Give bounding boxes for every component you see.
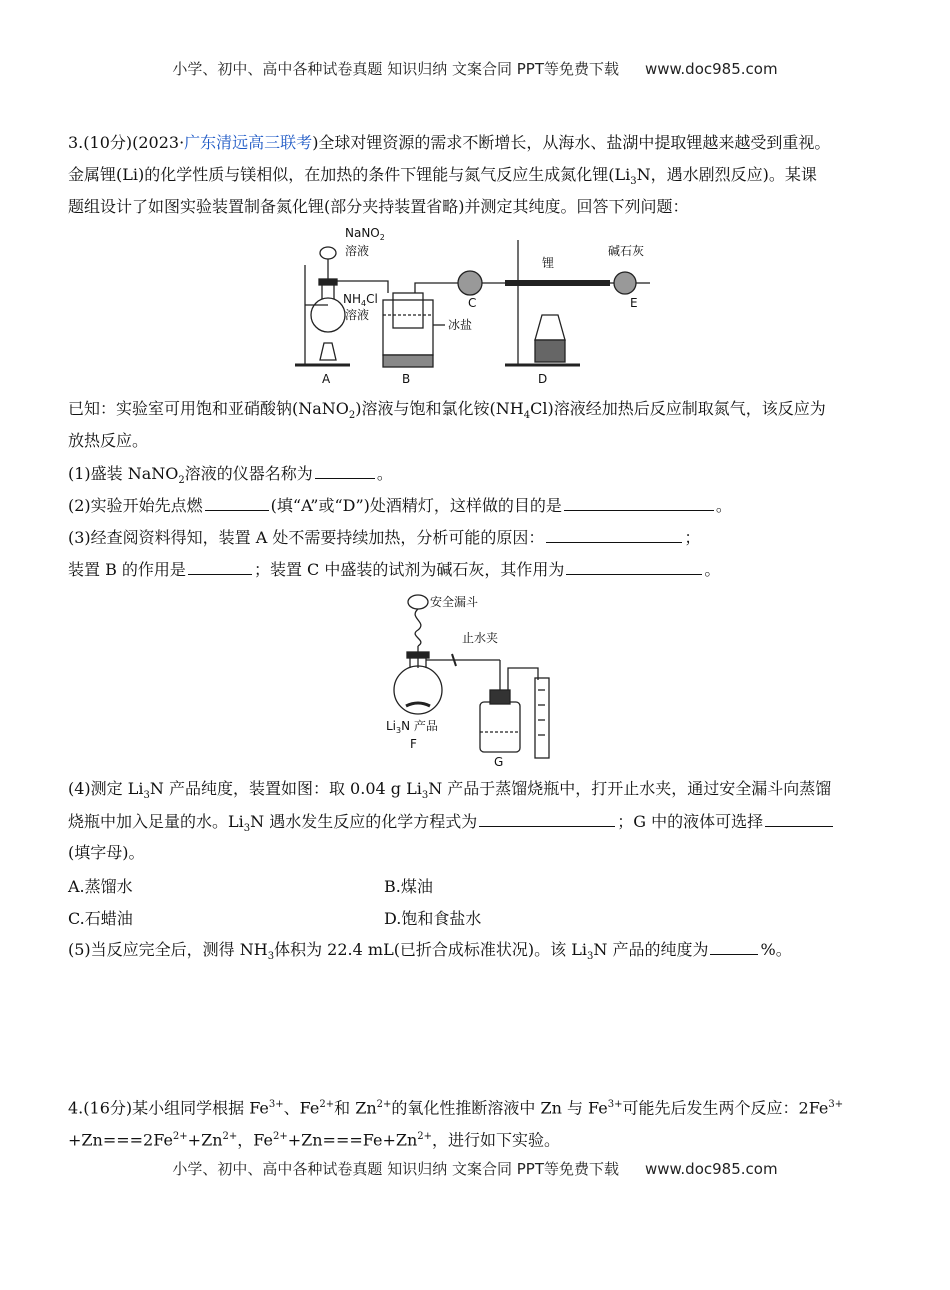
footer-text: 小学、初中、高中各种试卷真题 知识归纳 文案合同 PPT等免费下载 bbox=[172, 1160, 619, 1178]
option-b: B.煤油 bbox=[384, 877, 433, 896]
svg-text:B: B bbox=[402, 372, 411, 386]
answer-blank[interactable] bbox=[564, 494, 714, 511]
q3-intro-line2: 金属锂(Li)的化学性质与镁相似，在加热的条件下锂能与氮气反应生成氮化锂($Li_3N$，遇水剧烈反应)。某课 bbox=[68, 165, 817, 188]
q3-part4-line2: 烧瓶中加入足量的水。$Li_3N$ 遇水发生反应的化学方程式为 ；G 中的液体可选择 bbox=[68, 810, 888, 840]
svg-text:E: E bbox=[630, 296, 638, 310]
page-header bbox=[0, 58, 950, 79]
q3-part4-line3: (填字母)。 bbox=[68, 843, 145, 862]
svg-text:Li3N 产品: $Li_3N$ 产品 bbox=[386, 719, 438, 735]
svg-text:安全漏斗: 安全漏斗 bbox=[430, 595, 479, 609]
apparatus-figure-1 bbox=[290, 225, 660, 390]
option-a: A.蒸馏水 bbox=[68, 877, 133, 896]
option-c: C.石蜡油 bbox=[68, 909, 133, 928]
answer-blank[interactable] bbox=[765, 810, 833, 827]
q3-part2: (2)实验开始先点燃 (填“A”或“D”)处酒精灯，这样做的目的是 。 bbox=[68, 496, 732, 515]
q3-known-line1: 已知：实验室可用饱和亚硝酸钠(NaNO$_2$)溶液与饱和氯化铵$(NH_4Cl)$溶液经加热后反应制取氮气，该反应为 bbox=[68, 399, 826, 422]
q3-intro-line1: 3.(10分)(2023·广东清远高三联考)全球对锂资源的需求不断增长，从海水、盐湖中提取锂越来越受到重视。 bbox=[68, 133, 831, 152]
q3-part3-line1: (3)经查阅资料得知，装置 A 处不需要持续加热，分析可能的原因： ； bbox=[68, 528, 701, 547]
svg-text:溶液: 溶液 bbox=[345, 244, 370, 258]
svg-text:F: F bbox=[410, 737, 417, 751]
svg-text:D: D bbox=[538, 372, 548, 386]
q3-part5: (5)当反应完全后，测得 $NH_3$体积为 22.4 mL(已折合成标准状况)。该 $Li_3N$ 产品的纯度为 %。 bbox=[68, 940, 792, 963]
apparatus-figure-2 bbox=[380, 590, 580, 770]
q4-line2: $+Zn===2Fe^{2+}+Zn^{2+}$，$Fe^{2+}+Zn===Fe+Zn^{2+}$，进行如下实验。 bbox=[68, 1130, 561, 1150]
q3-source: 广东清远高三联考 bbox=[184, 133, 313, 152]
answer-blank[interactable] bbox=[546, 526, 682, 543]
svg-text:锂: 锂 bbox=[542, 256, 555, 270]
answer-blank[interactable] bbox=[315, 462, 375, 479]
header-url[interactable]: www.doc985.com bbox=[644, 60, 778, 78]
option-d: D.饱和食盐水 bbox=[384, 909, 482, 928]
footer-url[interactable]: www.doc985.com bbox=[644, 1160, 778, 1178]
svg-text:NaNO2: NaNO$_2$ bbox=[345, 226, 385, 242]
q4-line1: 4.(16分)某小组同学根据 $Fe^{3+}$、$Fe^{2+}$和 $Zn^{2+}$的氧化性推断溶液中 Zn 与 $Fe^{3+}$可能先后发生两个反应：$2Fe^{3+}$ bbox=[68, 1098, 844, 1118]
answer-blank[interactable] bbox=[479, 810, 615, 827]
svg-text:冰盐: 冰盐 bbox=[448, 318, 473, 332]
q3-part1: (1)盛装 NaNO$_2$溶液的仪器名称为 。 bbox=[68, 464, 393, 487]
answer-blank[interactable] bbox=[566, 558, 702, 575]
answer-blank[interactable] bbox=[188, 558, 252, 575]
q3-part3-line2: 装置 B 的作用是 ；装置 C 中盛装的试剂为碱石灰，其作用为 。 bbox=[68, 560, 721, 579]
q3-intro-line3: 题组设计了如图实验装置制备氮化锂(部分夹持装置省略)并测定其纯度。回答下列问题： bbox=[68, 197, 689, 216]
svg-text:溶液: 溶液 bbox=[345, 308, 370, 322]
answer-blank[interactable] bbox=[205, 494, 269, 511]
header-text: 小学、初中、高中各种试卷真题 知识归纳 文案合同 PPT等免费下载 bbox=[172, 60, 619, 78]
svg-text:止水夹: 止水夹 bbox=[462, 631, 499, 645]
svg-text:NH4Cl: $NH_4Cl$ bbox=[343, 292, 378, 308]
svg-text:A: A bbox=[322, 372, 331, 386]
svg-text:碱石灰: 碱石灰 bbox=[608, 244, 645, 258]
q3-known-line2: 放热反应。 bbox=[68, 431, 149, 450]
svg-text:G: G bbox=[494, 755, 504, 769]
page-footer bbox=[0, 1158, 950, 1179]
q3-part4-line1: (4)测定 $Li_3N$ 产品纯度，装置如图：取 0.04 g $Li_3N$ 产品于蒸馏烧瓶中，打开止水夹，通过安全漏斗向蒸馏 bbox=[68, 779, 832, 802]
svg-text:C: C bbox=[468, 296, 477, 310]
answer-blank[interactable] bbox=[710, 938, 758, 955]
